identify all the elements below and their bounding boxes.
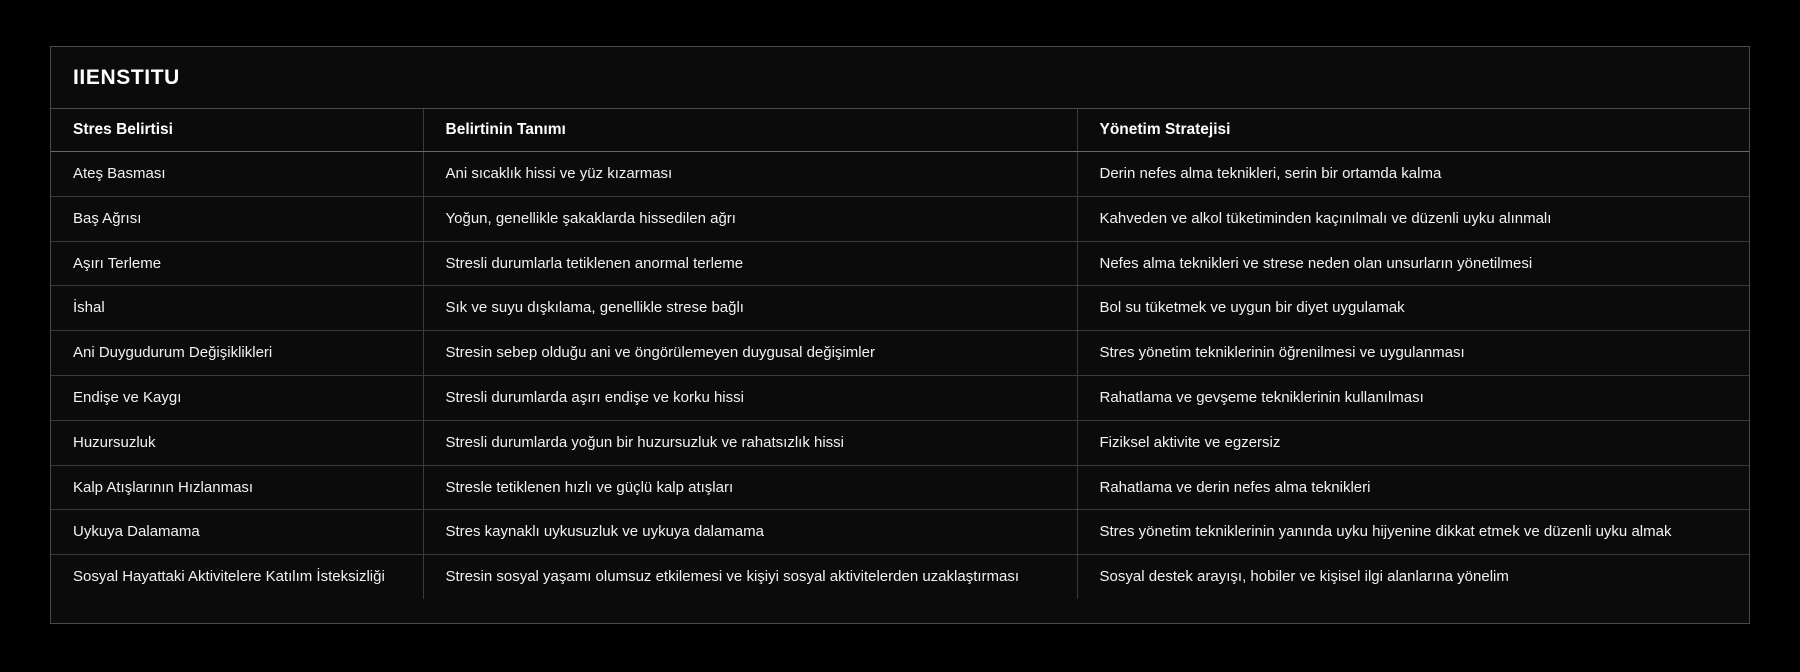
table-row — [51, 375, 1749, 420]
table-row — [51, 420, 1749, 465]
column-header-strategy: Yönetim Stratejisi — [1077, 109, 1749, 152]
cell-strategy: Bol su tüketmek ve uygun bir diyet uygulamak — [1077, 286, 1749, 331]
cell-definition: Stresli durumlarda yoğun bir huzursuzluk ve rahatsızlık hissi — [423, 420, 1077, 465]
cell-symptom: Ani Duygudurum Değişiklikleri — [51, 331, 423, 376]
cell-symptom: Ateş Basması — [51, 152, 423, 197]
brand-title: IIENSTITU — [73, 65, 180, 89]
table-row — [51, 241, 1749, 286]
cell-definition: Stresin sebep olduğu ani ve öngörülemeyen duygusal değişimler — [423, 331, 1077, 376]
cell-definition: Ani sıcaklık hissi ve yüz kızarması — [423, 152, 1077, 197]
cell-strategy: Kahveden ve alkol tüketiminden kaçınılmalı ve düzenli uyku alınmalı — [1077, 196, 1749, 241]
cell-strategy: Sosyal destek arayışı, hobiler ve kişisel ilgi alanlarına yönelim — [1077, 555, 1749, 599]
cell-symptom: İshal — [51, 286, 423, 331]
cell-symptom: Uykuya Dalamama — [51, 510, 423, 555]
cell-strategy: Nefes alma teknikleri ve strese neden olan unsurların yönetilmesi — [1077, 241, 1749, 286]
table-row — [51, 152, 1749, 197]
brand-header — [51, 47, 1749, 109]
table-row — [51, 465, 1749, 510]
column-header-definition: Belirtinin Tanımı — [423, 109, 1077, 152]
cell-strategy: Fiziksel aktivite ve egzersiz — [1077, 420, 1749, 465]
cell-symptom: Baş Ağrısı — [51, 196, 423, 241]
table-row — [51, 196, 1749, 241]
table-row — [51, 510, 1749, 555]
stress-symptoms-table — [51, 109, 1749, 599]
cell-strategy: Rahatlama ve gevşeme tekniklerinin kullanılması — [1077, 375, 1749, 420]
cell-strategy: Rahatlama ve derin nefes alma teknikleri — [1077, 465, 1749, 510]
cell-strategy: Stres yönetim tekniklerinin yanında uyku hijyenine dikkat etmek ve düzenli uyku almak — [1077, 510, 1749, 555]
cell-definition: Stresle tetiklenen hızlı ve güçlü kalp atışları — [423, 465, 1077, 510]
cell-symptom: Sosyal Hayattaki Aktivitelere Katılım İsteksizliği — [51, 555, 423, 599]
table-header-row — [51, 109, 1749, 152]
table-row — [51, 286, 1749, 331]
cell-strategy: Stres yönetim tekniklerinin öğrenilmesi ve uygulanması — [1077, 331, 1749, 376]
cell-definition: Sık ve suyu dışkılama, genellikle strese bağlı — [423, 286, 1077, 331]
table-row — [51, 331, 1749, 376]
cell-symptom: Kalp Atışlarının Hızlanması — [51, 465, 423, 510]
cell-definition: Stres kaynaklı uykusuzluk ve uykuya dalamama — [423, 510, 1077, 555]
table-header — [51, 109, 1749, 152]
cell-symptom: Endişe ve Kaygı — [51, 375, 423, 420]
cell-definition: Yoğun, genellikle şakaklarda hissedilen ağrı — [423, 196, 1077, 241]
cell-strategy: Derin nefes alma teknikleri, serin bir ortamda kalma — [1077, 152, 1749, 197]
cell-definition: Stresli durumlarda aşırı endişe ve korku hissi — [423, 375, 1077, 420]
cell-symptom: Huzursuzluk — [51, 420, 423, 465]
content-card — [50, 46, 1750, 624]
column-header-symptom: Stres Belirtisi — [51, 109, 423, 152]
cell-definition: Stresin sosyal yaşamı olumsuz etkilemesi ve kişiyi sosyal aktivitelerden uzaklaştırması — [423, 555, 1077, 599]
table-row — [51, 555, 1749, 599]
cell-definition: Stresli durumlarla tetiklenen anormal terleme — [423, 241, 1077, 286]
table-body — [51, 152, 1749, 599]
cell-symptom: Aşırı Terleme — [51, 241, 423, 286]
